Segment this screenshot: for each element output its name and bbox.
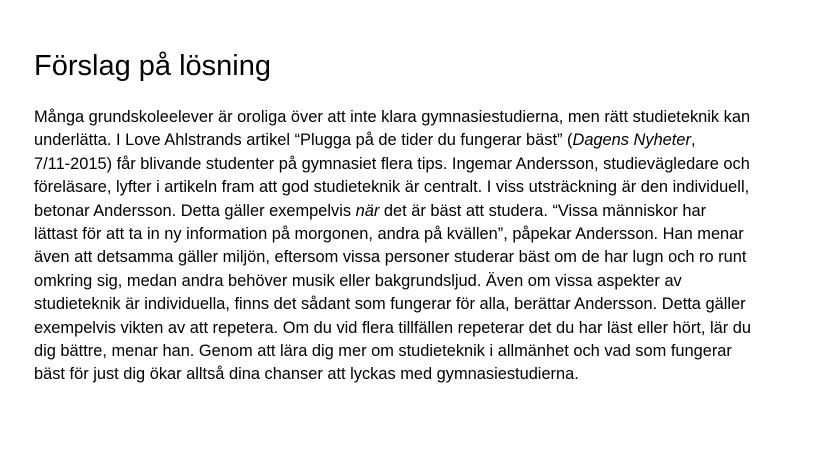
paragraph-line-8: omkring sig, medan andra behöver musik eller bakgrundsljud. Även om vissa aspekter av: [34, 271, 682, 290]
section-heading: Förslag på lösning: [34, 50, 271, 82]
emphasis-word: när: [355, 201, 380, 220]
paragraph-line-6: lättast för att ta in ny information på morgonen, andra på kvällen”, påpekar Andersson. Han menar: [34, 225, 744, 244]
paragraph-line-1: Många grundskoleelever är oroliga över att inte klara gymnasiestudierna, men rätt studieteknik kan: [34, 108, 751, 126]
paragraph-line-10: exempelvis vikten av att repetera. Om du vid flera tillfällen repeterar det du har läst eller hört, lär du: [34, 318, 751, 337]
paragraph-line-7: även att detsamma gäller miljön, eftersom vissa personer studerar bäst om de har lugn och ro runt: [34, 248, 747, 267]
newspaper-title: Dagens Nyheter: [572, 131, 691, 150]
document-page: [34, 46, 809, 387]
paragraph-line-2: underlätta. I Love Ahlstrands artikel “Plugga på de tider du fungerar bäst” (Dagens Nyheter,: [34, 131, 696, 150]
paragraph-line-5: betonar Andersson. Detta gäller exempelvis när det är bäst att studera. “Vissa människor har: [34, 201, 707, 220]
paragraph-line-3: 7/11-2015) får blivande studenter på gymnasiet flera tips. Ingemar Andersson, studievägledare och: [34, 154, 750, 173]
paragraph-line-11: dig bättre, menar han. Genom att lära dig mer om studieteknik i allmänhet och vad som fungerar: [34, 342, 732, 361]
paragraph-line-9: studieteknik är individuella, finns det sådant som fungerar för alla, berättar Andersson. Detta gäller: [34, 295, 746, 314]
paragraph-line-12: bäst för just dig ökar alltså dina chanser att lyckas med gymnasiestudierna.: [34, 365, 579, 384]
article-paragraph: [34, 106, 809, 387]
paragraph-line-4: föreläsare, lyfter i artikeln fram att god studieteknik är centralt. I viss utsträckning är den individuell,: [34, 178, 750, 197]
